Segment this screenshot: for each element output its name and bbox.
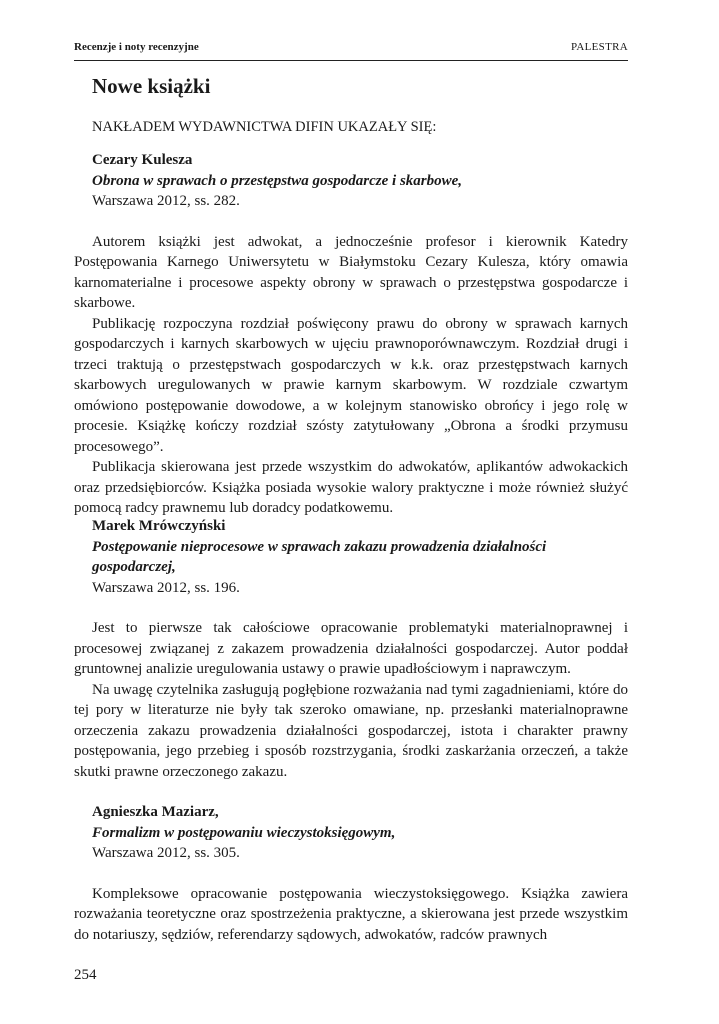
book-entry-2: [74, 516, 628, 782]
paragraph: Na uwagę czytelnika zasługują pogłębione rozważania nad tymi zagadnieniami, które do tej pory w literaturze nie były tak szeroko omawiane, np. przesłanki materialnoprawne orzeczenia zakazu prowadzenia działalności gospodarczej, istota i charakter prawny postępowania, jego przebieg i sposób rozstrzygania, środki zaskarżania orzeczeń, a także skutki prawne orzeczonego zakazu.: [74, 681, 628, 780]
book-title: Obrona w sprawach o przestępstwa gospodarcze i skarbowe,: [92, 172, 463, 189]
paragraph: Publikację rozpoczyna rozdział poświęcony prawu do obrony w sprawach karnych gospodarczych i karnych skarbowych w ujęciu prawnoporównawczym. Rozdział drugi i trzeci traktują o przestępstwach gospodarczych w k.k. oraz przestępstwach karnych skarbowych uregulowanych w prawie karnym skarbowym. W rozdziale czwartym omówiono postępowanie dowodowe, a w kolejnym stanowisko obrońcy i jego rolę w procesie. Książkę kończy rozdział szósty zatytułowany „Obrona a środki przymusu procesowego”.: [74, 315, 628, 455]
book-author: Cezary Kulesza: [92, 152, 193, 168]
book-entry-1: [74, 150, 628, 519]
header-journal-name: PALESTRA: [570, 41, 628, 53]
paragraph: Publikacja skierowana jest przede wszystkim do adwokatów, aplikantów adwokackich oraz przedsiębiorców. Książka posiada wysokie walory praktyczne i może również służyć pomocą radcy prawnemu lub doradcy podatkowemu.: [74, 459, 628, 516]
book-review-text: [74, 618, 628, 782]
book-entry-3: [74, 802, 628, 945]
paragraph: Kompleksowe opracowanie postępowania wieczystoksięgowego. Książka zawiera rozważania teoretyczne oraz spostrzeżenia praktyczne, a skierowana jest przede wszystkim do notariuszy, sędziów, referendarzy sądowych, adwokatów, radców prawnych: [74, 885, 628, 943]
book-publication-info: Warszawa 2012, ss. 196.: [92, 579, 240, 596]
book-publication-info: Warszawa 2012, ss. 282.: [92, 193, 240, 209]
header-section-name: Recenzje i noty recenzyjne: [74, 41, 199, 53]
book-publication-info: Warszawa 2012, ss. 305.: [92, 845, 240, 861]
book-author: Marek Mrówczyński: [92, 518, 226, 534]
book-title: Formalizm w postępowaniu wieczystoksięgowym,: [92, 824, 396, 841]
book-author: Agnieszka Maziarz,: [92, 804, 219, 820]
book-review-text: [74, 232, 628, 519]
book-citation: [92, 150, 628, 212]
paragraph: Jest to pierwsze tak całościowe opracowanie problematyki materialnoprawnej i procesowej związanej z zakazem prowadzenia działalności gospodarczej. Autor poddał gruntownej analizie uregulowania ustawy o prawie upadłościowym i naprawczym.: [74, 620, 628, 677]
book-citation: [92, 516, 628, 598]
book-citation: [92, 802, 628, 864]
paragraph: Autorem książki jest adwokat, a jednocześnie profesor i kierownik Katedry Postępowania Karnego Uniwersytetu w Białymstoku Cezary Kulesza, który omawia karnomaterialne i procesowe aspekty obrony w sprawach o przestępstwa gospodarcze i skarbowe.: [74, 233, 628, 311]
section-title: Nowe książki: [92, 74, 211, 98]
running-header: [74, 40, 628, 61]
page-number: 254: [74, 967, 97, 983]
publisher-line: NAKŁADEM WYDAWNICTWA DIFIN UKAZAŁY SIĘ:: [92, 119, 437, 135]
document-page: [74, 0, 628, 1024]
book-title: Postępowanie nieprocesowe w sprawach zakazu prowadzenia działalności gospodarczej,: [92, 538, 547, 575]
book-review-text: [74, 884, 628, 946]
